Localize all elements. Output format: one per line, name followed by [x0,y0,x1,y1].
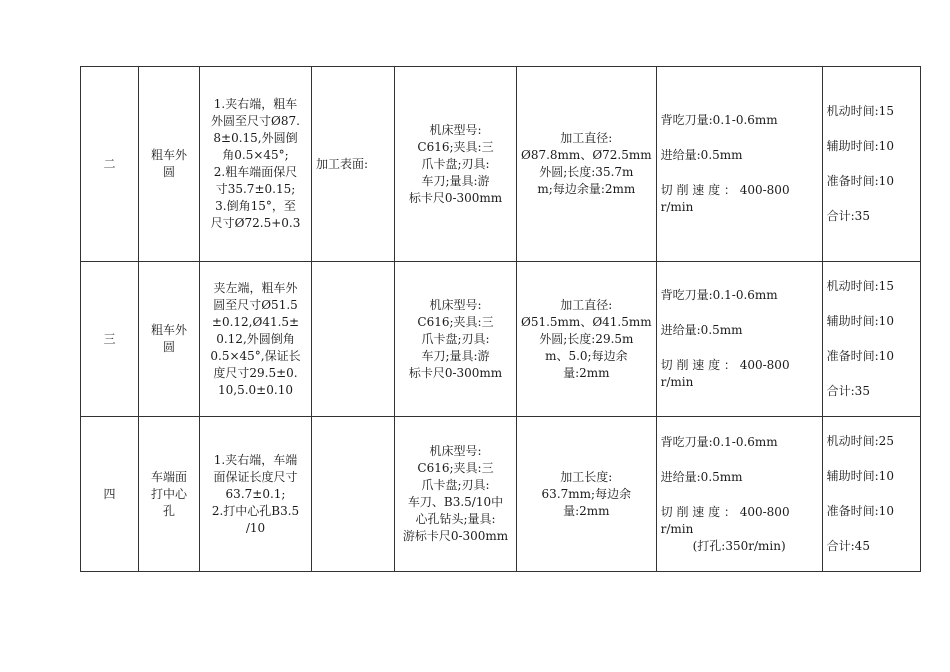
equipment: 机床型号: C616;夹具:三 爪卡盘;刃具: 车刀;量具:游 标卡尺0-300mm [395,67,517,262]
table-row [81,262,921,417]
cutting-params: 背吃刀量:0.1-0.6mm 进给量:0.5mm 切 削 速 度 ： 400-800 r/min [656,262,822,417]
step-name: 车端面 打中心 孔 [139,417,200,572]
step-name: 粗车外 圆 [139,262,200,417]
equipment: 机床型号: C616;夹具:三 爪卡盘;刃具: 车刀;量具:游 标卡尺0-300mm [395,262,517,417]
time-quota: 机动时间:15 辅助时间:10 准备时间:10 合计:35 [822,262,920,417]
time-quota: 机动时间:25 辅助时间:10 准备时间:10 合计:45 [822,417,920,572]
dimensions: 加工直径: Ø87.8mm、Ø72.5mm 外圆;长度:35.7m m;每边余量:2mm [517,67,657,262]
cutting-params: 背吃刀量:0.1-0.6mm 进给量:0.5mm 切 削 速 度 ： 400-800 r/min [656,67,822,262]
surface-label [312,262,395,417]
table-row [81,67,921,262]
step-content: 1.夹右端，车端 面保证长度尺寸 63.7±0.1; 2.打中心孔B3.5 /10 [200,417,312,572]
process-table [80,66,921,572]
step-number: 二 [81,67,139,262]
surface-label: 加工表面: [312,67,395,262]
step-name: 粗车外 圆 [139,67,200,262]
step-number: 四 [81,417,139,572]
cutting-params: 背吃刀量:0.1-0.6mm 进给量:0.5mm 切 削 速 度 ： 400-800 r/min (打孔:350r/min) [656,417,822,572]
table-row [81,417,921,572]
surface-label [312,417,395,572]
step-number: 三 [81,262,139,417]
dimensions: 加工直径: Ø51.5mm、Ø41.5mm 外圆;长度:29.5m m、5.0;每边余 量:2mm [517,262,657,417]
step-content: 1.夹右端，粗车 外圆至尺寸Ø87. 8±0.15,外圆倒 角0.5×45°; 2.粗车端面保尺 寸35.7±0.15; 3.倒角15°，至 尺寸Ø72.5+0.3 [200,67,312,262]
step-content: 夹左端，粗车外 圆至尺寸Ø51.5 ±0.12,Ø41.5± 0.12,外圆倒角 0.5×45°,保证长 度尺寸29.5±0. 10,5.0±0.10 [200,262,312,417]
dimensions: 加工长度: 63.7mm;每边余 量:2mm [517,417,657,572]
time-quota: 机动时间:15 辅助时间:10 准备时间:10 合计:35 [822,67,920,262]
equipment: 机床型号: C616;夹具:三 爪卡盘;刃具: 车刀、B3.5/10中 心孔钻头;量具: 游标卡尺0-300mm [395,417,517,572]
